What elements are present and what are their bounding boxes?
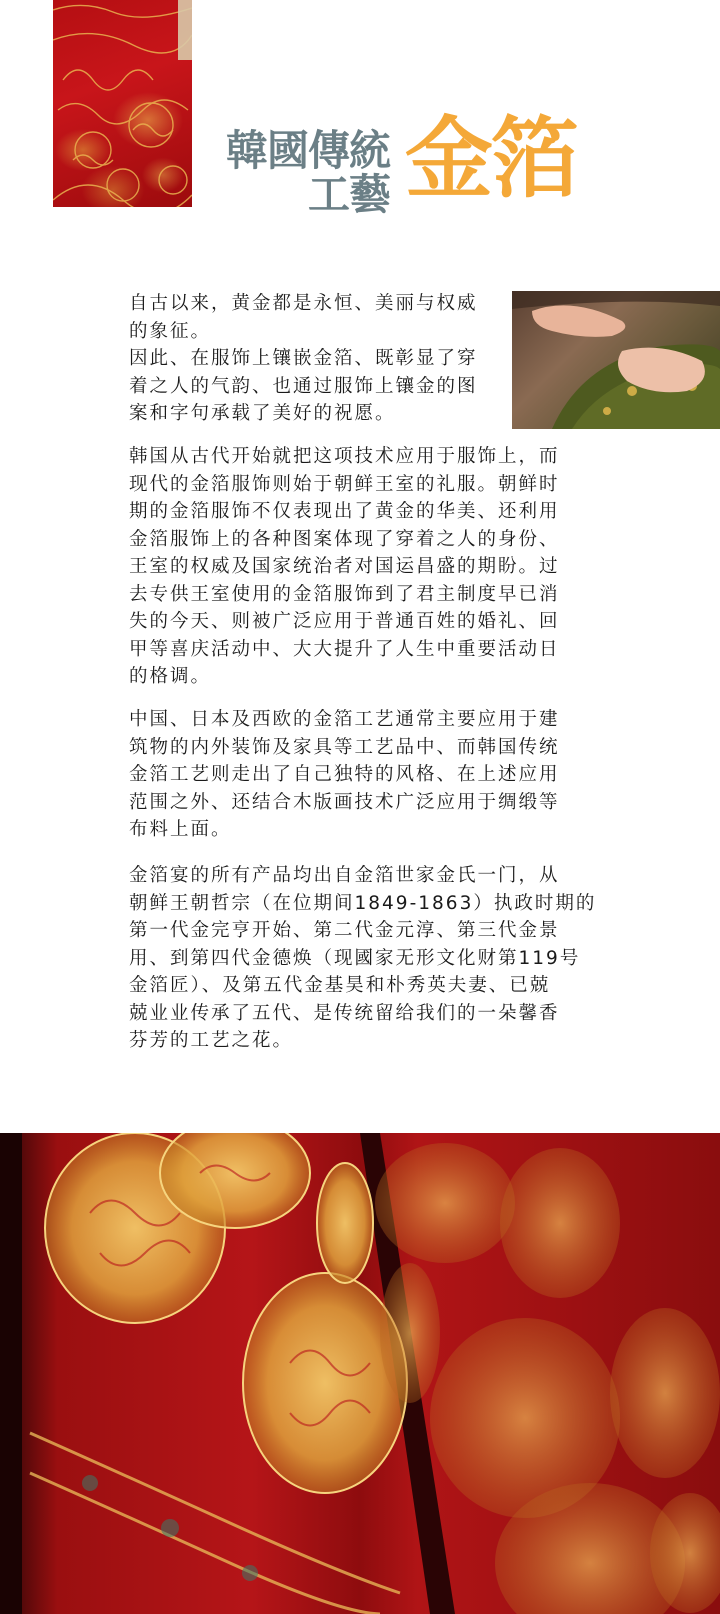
comparison-paragraph [129,706,599,844]
text-line: 金箔服饰上的各种图案体现了穿着之人的身份、 [129,528,560,550]
text-line: 第一代金完亨开始、第二代金元淳、第三代金景 [129,920,560,941]
text-line: 现代的金箔服饰则始于朝鲜王室的礼服。朝鲜时 [129,473,560,495]
page-title [215,108,605,218]
hands-gold-leaf-photo [512,291,720,429]
text-line: 期的金箔服饰不仅表现出了黄金的华美、还利用 [129,501,560,522]
text-line: 失的今天、则被广泛应用于普通百姓的婚礼、回 [129,611,560,632]
lineage-paragraph [129,862,599,1055]
title-korean-traditional: 韓國傳統 [225,126,390,175]
text-line: 的象征。 [129,320,212,342]
text-line: 案和字句承载了美好的祝愿。 [129,403,396,424]
text-line: 金箔工艺则走出了自己独特的风格、在上述应用 [129,764,560,785]
text-line: 筑物的内外装饰及家具等工艺品中、而韩国传统 [129,736,560,758]
text-line: 自古以来，黄金都是永恒、美丽与权威 [129,293,478,314]
text-line: 甲等喜庆活动中、大大提升了人生中重要活动日 [129,638,560,660]
text-line: 芬芳的工艺之花。 [129,1030,294,1051]
text-line: 用、到第四代金德焕（现國家无形文化财第119号 [129,947,581,969]
text-line: 王室的权威及国家统治者对国运昌盛的期盼。过 [129,556,560,577]
text-line: 着之人的气韵、也通过服饰上镶金的图 [129,375,478,397]
intro-paragraph [129,290,499,428]
history-paragraph [129,443,599,691]
text-line: 韩国从古代开始就把这项技术应用于服饰上，而 [129,446,560,467]
text-line: 兢业业传承了五代、是传统留给我们的一朵馨香 [129,1002,560,1024]
text-line: 布料上面。 [129,819,232,840]
top-fabric-photo [53,0,192,207]
text-line: 去专供王室使用的金箔服饰到了君主制度早已消 [129,583,560,605]
text-line: 因此、在服饰上镶嵌金箔、既彰显了穿 [129,348,478,369]
title-gold-leaf: 金箔 [405,106,578,210]
text-line: 金箔匠）、及第五代金基昊和朴秀英夫妻、已兢 [129,975,551,996]
text-line: 金箔宴的所有产品均出自金箔世家金氏一门，从 [129,865,560,886]
text-line: 范围之外、还结合木版画技术广泛应用于绸缎等 [129,791,560,813]
text-line: 中国、日本及西欧的金箔工艺通常主要应用于建 [129,709,560,730]
text-line: 的格调。 [129,666,212,687]
text-line: 朝鲜王朝哲宗（在位期间1849-1863）执政时期的 [129,892,597,914]
title-craft: 工藝 [307,170,390,219]
bottom-fabric-photo [0,1133,720,1614]
